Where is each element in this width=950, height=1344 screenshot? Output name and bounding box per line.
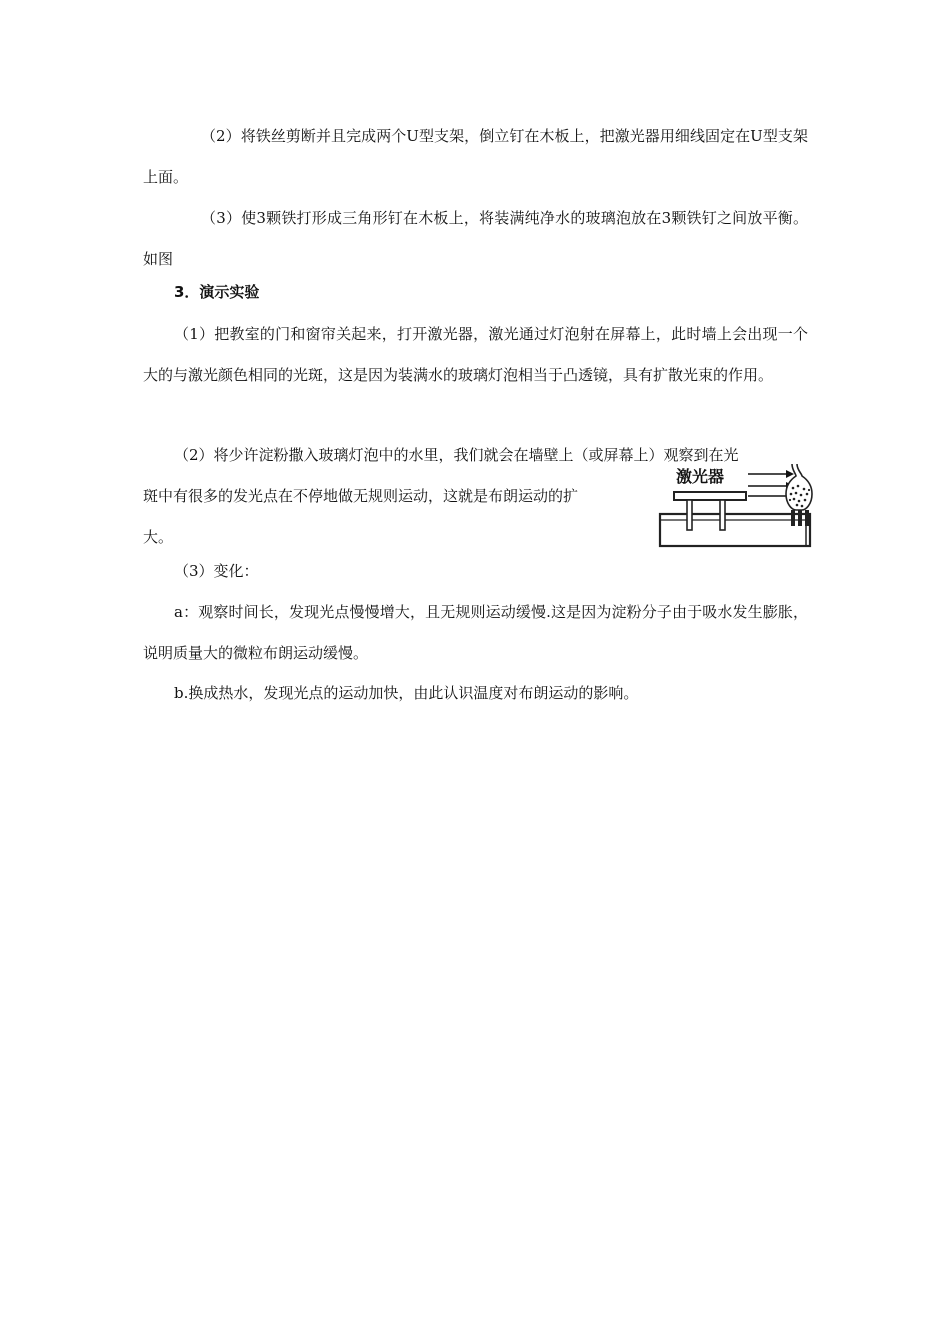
glass-bulb [786, 464, 812, 510]
laser-apparatus-figure [656, 464, 816, 554]
paragraph-iron-nails: （3）使3颗铁打形成三角形钉在木板上，将装满纯净水的玻璃泡放在3颗铁钉之间放平衡。如图 [143, 209, 808, 268]
paragraph-demo-step1: （1）把教室的门和窗帘关起来，打开激光器，激光通过灯泡射在屏幕上，此时墙上会出现一个大的与激光颜色相同的光斑，这是因为装满水的玻璃灯泡相当于凸透镜，具有扩散光束的作用。 [143, 325, 808, 384]
demo-step2-line2: 斑中有很多的发光点在不停地做无规则运动，这就是布朗运动的扩 [143, 487, 579, 505]
laser-platform [674, 492, 746, 500]
paragraph-observation-a: a：观察时间长，发现光点慢慢增大，且无规则运动缓慢.这是因为淀粉分子由于吸水发生膨胀，说明质量大的微粒布朗运动缓慢。 [143, 603, 808, 662]
laser-apparatus-diagram [656, 464, 816, 554]
iron-nails [791, 510, 809, 526]
demo-step2-line1: （2）将少许淀粉撒入玻璃灯泡中的水里，我们就会在墙壁上（或屏幕上）观察到在光 [174, 446, 739, 464]
laser-label: 激光器 [676, 467, 725, 486]
paragraph-observation-b: b.换成热水，发现光点的运动加快，由此认识温度对布朗运动的影响。 [174, 684, 639, 702]
section-heading-demo: 3．演示实验 [174, 283, 260, 301]
paragraph-demo-step3: （3）变化： [174, 562, 259, 580]
wooden-board [660, 514, 810, 546]
bracket-leg-left [687, 500, 692, 530]
paragraph-u-bracket: （2）将铁丝剪断并且完成两个U型支架，倒立钉在木板上，把激光器用细线固定在U型支架上面。 [143, 127, 808, 186]
demo-step2-line3: 大。 [143, 528, 174, 546]
bracket-leg-right [720, 500, 725, 530]
